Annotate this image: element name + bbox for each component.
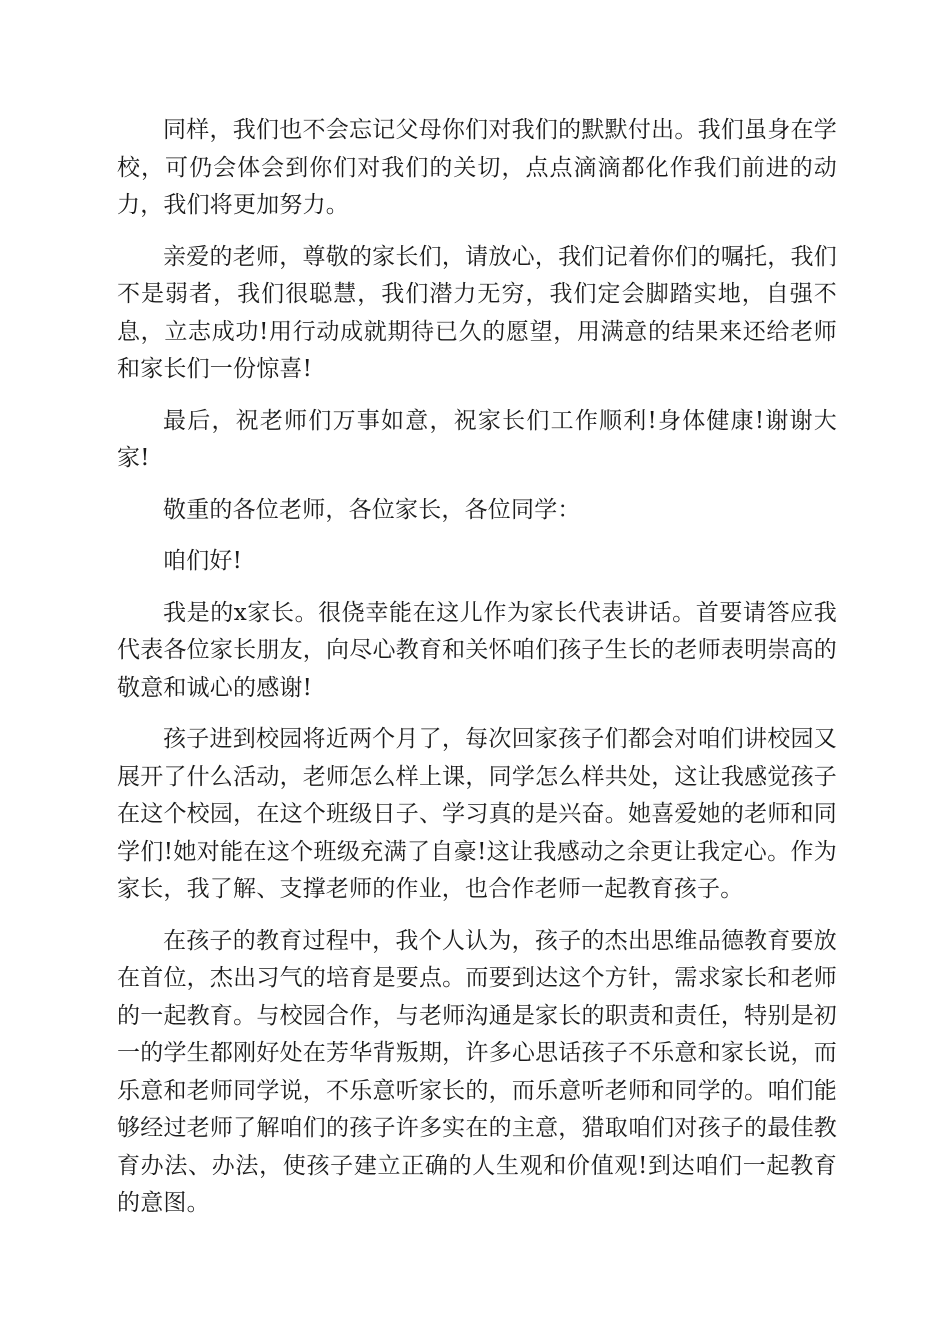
- document-page: [117, 112, 837, 1237]
- paragraph-salutation: 敬重的各位老师，各位家长，各位同学：: [163, 496, 581, 523]
- paragraph-education-process: 在孩子的教育过程中，我个人认为，孩子的杰出思维品德教育要放在首位，杰出习气的培育是要点。而要到达这个方针，需求家长和老师的一起教育。与校园合作，与老师沟通是家长的职责和责任，特别是初一的学生都刚好处在芳华背叛期，许多心思话孩子不乐意和家长说，而乐意和老师同学说，不乐意听家长的，而乐意听老师和同学的。咱们能够经过老师了解咱们的孩子许多实在的主意，猎取咱们对孩子的最佳教育办法、办法，使孩子建立正确的人生观和价值观!到达咱们一起教育的意图。: [117, 927, 837, 1216]
- paragraph-child-at-school: 孩子进到校园将近两个月了，每次回家孩子们都会对咱们讲校园又展开了什么活动，老师怎么样上课，同学怎么样共处，这让我感觉孩子在这个校园，在这个班级日子、学习真的是兴奋。她喜爱她的老师和同学们!她对能在这个班级充满了自豪!这让我感动之余更让我定心。作为家长，我了解、支撑老师的作业，也合作老师一起教育孩子。: [117, 726, 837, 902]
- paragraph-closing-wishes: 最后，祝老师们万事如意，祝家长们工作顺利!身体健康!谢谢大家!: [117, 407, 837, 471]
- paragraph-introduction: 我是的x家长。很侥幸能在这儿作为家长代表讲话。首要请答应我代表各位家长朋友，向尽心教育和关怀咱们孩子生长的老师表明崇高的敬意和诚心的感谢!: [117, 599, 837, 701]
- paragraph-parents-gratitude: 同样，我们也不会忘记父母你们对我们的默默付出。我们虽身在学校，可仍会体会到你们对我们的关切，点点滴滴都化作我们前进的动力，我们将更加努力。: [117, 117, 837, 218]
- paragraph-promise-to-teachers: 亲爱的老师，尊敬的家长们，请放心，我们记着你们的嘱托，我们不是弱者，我们很聪慧，我们潜力无穷，我们定会脚踏实地，自强不息，立志成功!用行动成就期待已久的愿望，用满意的结果来还给老师和家长们一份惊喜!: [117, 243, 837, 382]
- paragraph-greeting: 咱们好!: [163, 548, 243, 574]
